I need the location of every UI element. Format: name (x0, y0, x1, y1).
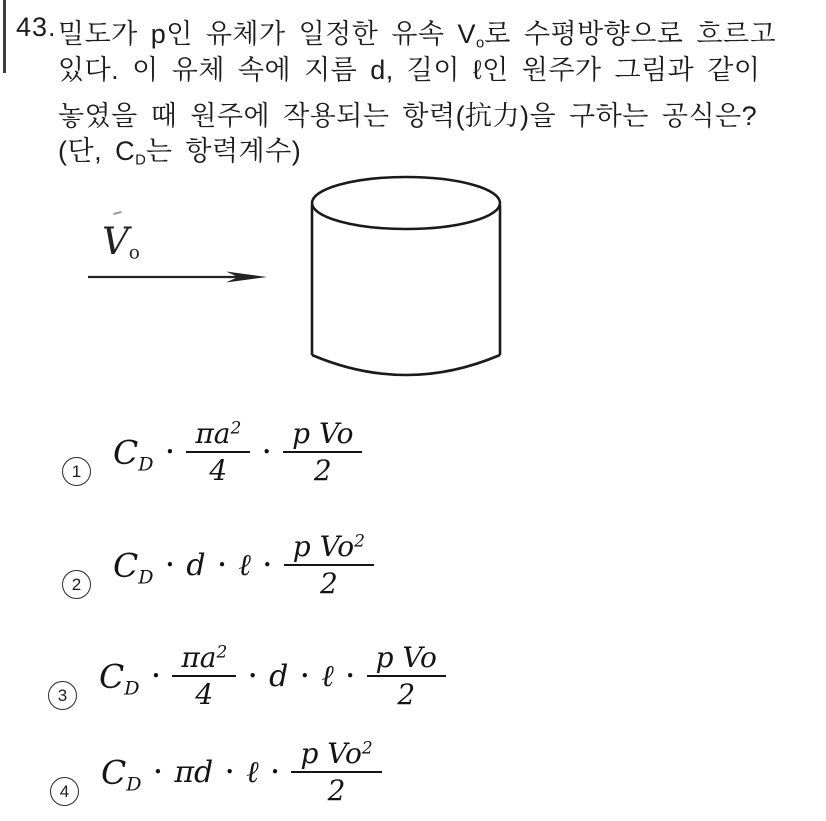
multiply-dot: • (270, 763, 280, 781)
drag-coefficient-symbol: $C_D$ (113, 545, 154, 589)
length-symbol: ℓ (246, 754, 259, 790)
pi-diameter-symbol: πd (174, 754, 214, 790)
drag-coefficient-symbol: $C_D$ (101, 752, 142, 796)
question-line-4-rest: 는 항력계수) (145, 136, 302, 166)
diameter-symbol: d (269, 658, 289, 694)
question-line-1-text: 밀도가 p인 유체가 일정한 유속 V (58, 19, 477, 49)
dynamic-pressure-fraction: $\frac{p Vo^2}{2}$ (284, 531, 374, 600)
multiply-dot: • (262, 556, 272, 574)
multiply-dot: • (153, 763, 163, 781)
choice-4-number: 4 (59, 782, 70, 801)
question-line-1-rest: 로 수평방향으로 흐르고 (484, 19, 777, 49)
velocity-label (102, 220, 140, 264)
dynamic-pressure-fraction: $\frac{\text{p Vo}}{2}$ (367, 642, 446, 711)
choice-1-number-badge (62, 457, 91, 486)
area-fraction: $\frac{\pi a^2}{4}$ (172, 642, 236, 711)
multiply-dot: • (165, 556, 175, 574)
choice-4-formula (101, 738, 382, 807)
choice-3-number: 3 (57, 686, 68, 705)
drag-coefficient-subscript: D (135, 152, 146, 169)
velocity-subscript: o (476, 35, 485, 52)
multiply-dot: • (225, 763, 235, 781)
choice-2-number: 2 (71, 575, 82, 594)
multiply-dot: • (248, 667, 258, 685)
multiply-dot: • (345, 667, 355, 685)
choice-2-formula (113, 531, 374, 600)
cylinder-top-ellipse (312, 177, 500, 229)
question-line-4 (58, 129, 301, 168)
length-symbol: ℓ (238, 547, 251, 583)
multiply-dot: • (217, 556, 227, 574)
diagram-figure (60, 165, 540, 400)
dynamic-pressure-fraction: $\frac{p Vo^2}{2}$ (291, 738, 381, 807)
choice-1-number: 1 (71, 462, 82, 481)
diameter-symbol: d (186, 547, 206, 583)
multiply-dot: • (151, 667, 161, 685)
question-line-2: 있다. 이 유체 속에 지름 d, 길이 ℓ인 원주가 그림과 같이 (58, 55, 761, 85)
cylinder-bottom-arc (312, 355, 500, 375)
multiply-dot: • (262, 443, 272, 461)
page-margin-rule (3, 0, 6, 73)
area-fraction: $\frac{\pi a^2}{4}$ (186, 418, 250, 487)
answer-choice-2 (62, 519, 374, 611)
dynamic-pressure-fraction: $\frac{\text{p Vo}}{2}$ (283, 418, 362, 487)
choice-1-formula (113, 418, 362, 487)
velocity-label-base: V (102, 220, 129, 263)
choice-3-number-badge (48, 681, 77, 710)
velocity-label-subscript: o (128, 242, 140, 264)
question-line-1 (58, 12, 776, 51)
drag-coefficient-symbol: $C_D$ (99, 656, 140, 700)
answer-choice-1 (62, 406, 362, 498)
question-line-3: 놓였을 때 원주에 작용되는 항력(抗力)을 구하는 공식은? (58, 101, 758, 131)
cylinder-figure (312, 177, 500, 375)
drag-coefficient-symbol: $C_D$ (113, 432, 154, 476)
multiply-dot: • (165, 443, 175, 461)
answer-choice-4 (50, 726, 382, 818)
multiply-dot: • (300, 667, 310, 685)
choice-3-formula (99, 642, 446, 711)
length-symbol: ℓ (321, 658, 334, 694)
choice-2-number-badge (62, 570, 91, 599)
flow-arrow (88, 272, 267, 283)
answer-choice-3 (48, 630, 446, 722)
question-number: 43. (16, 12, 57, 42)
choice-4-number-badge (50, 777, 79, 806)
question-line-4-text: (단, C (58, 136, 136, 166)
